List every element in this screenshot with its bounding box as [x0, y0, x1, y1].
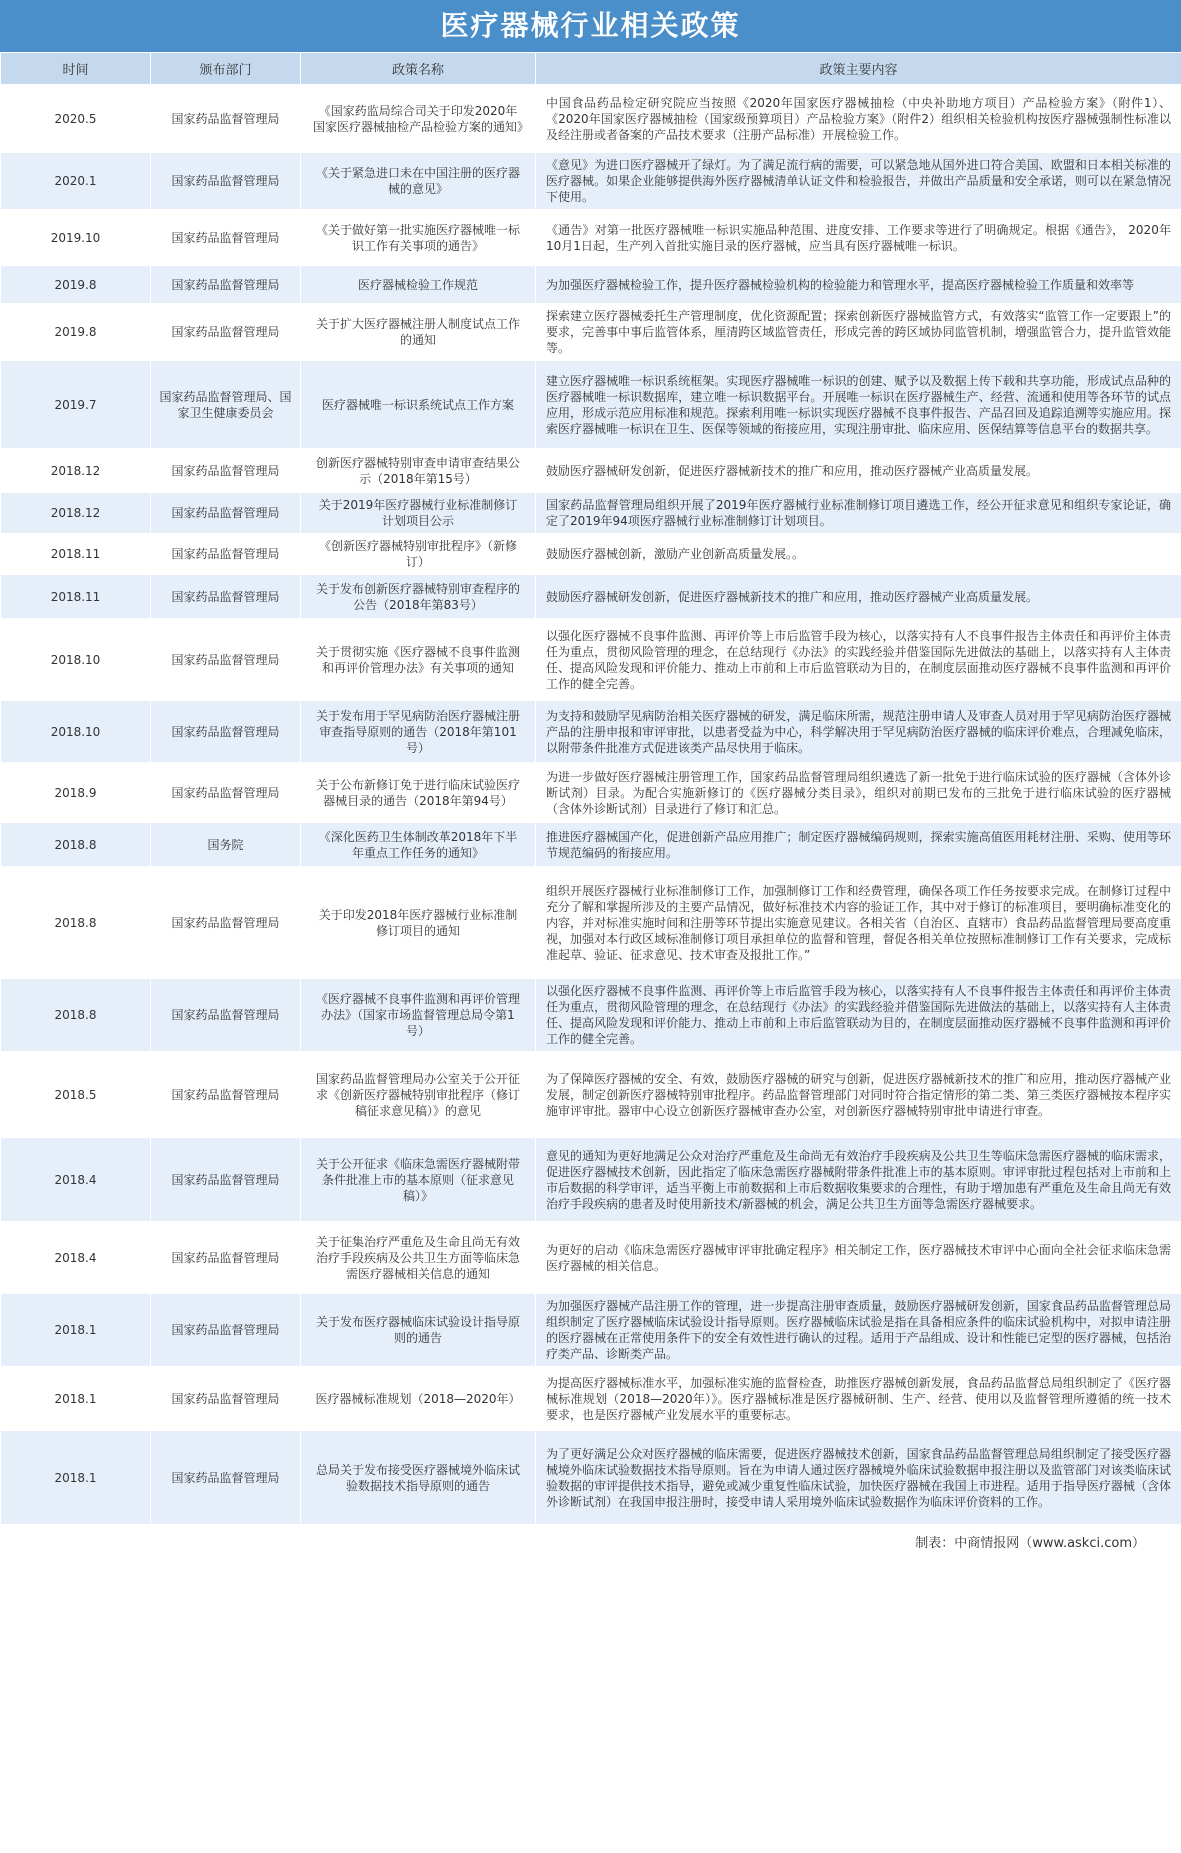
table-row: [1, 1222, 1181, 1294]
cell-dept: 国家药品监督管理局: [151, 493, 301, 534]
cell-policy-name: 关于扩大医疗器械注册人制度试点工作的通知: [301, 304, 536, 361]
cell-policy-content: 意见的通知为更好地满足公众对治疗严重危及生命尚无有效治疗手段疾病及公共卫生等临床急需医疗器械的临床需求，促进医疗器械技术创新，因此指定了临床急需医疗器械附带条件批准上市的基本原则。审评审批过程包括对上市前和上市后数据的科学审评，适当平衡上市前数据和上市后数据收集要求的合理性，有助于增加患有严重危及生命且尚无有效治疗手段疾病的患者及时使用新技术/新器械的机会，满足公共卫生方面等急需医疗器械要求。: [536, 1138, 1181, 1222]
cell-time: 2018.4: [1, 1222, 151, 1294]
cell-dept: 国务院: [151, 823, 301, 867]
table-row: [1, 701, 1181, 763]
cell-time: 2018.9: [1, 763, 151, 823]
cell-policy-name: 医疗器械唯一标识系统试点工作方案: [301, 361, 536, 449]
cell-time: 2018.1: [1, 1431, 151, 1525]
cell-dept: 国家药品监督管理局: [151, 619, 301, 701]
cell-policy-content: 为进一步做好医疗器械注册管理工作，国家药品监督管理局组织遴选了新一批免于进行临床试验的医疗器械（含体外诊断试剂）目录。为配合实施新修订的《医疗器械分类目录》，组织对前期已发布的三批免于进行临床试验的医疗器械（含体外诊断试剂）目录进行了修订和汇总。: [536, 763, 1181, 823]
table-row: [1, 1431, 1181, 1525]
cell-policy-name: 《医疗器械不良事件监测和再评价管理办法》（国家市场监督管理总局令第1号）: [301, 979, 536, 1052]
cell-policy-content: 鼓励医疗器械研发创新，促进医疗器械新技术的推广和应用，推动医疗器械产业高质量发展。: [536, 575, 1181, 619]
cell-policy-name: 关于发布创新医疗器械特别审查程序的公告（2018年第83号）: [301, 575, 536, 619]
cell-time: 2018.1: [1, 1367, 151, 1431]
cell-time: 2019.8: [1, 266, 151, 304]
cell-policy-name: 创新医疗器械特别审查申请审查结果公示（2018年第15号）: [301, 449, 536, 493]
cell-dept: 国家药品监督管理局: [151, 763, 301, 823]
cell-dept: 国家药品监督管理局: [151, 1294, 301, 1367]
cell-time: 2018.11: [1, 575, 151, 619]
cell-time: 2018.8: [1, 867, 151, 979]
table-row: [1, 1052, 1181, 1138]
table-row: [1, 449, 1181, 493]
table-row: [1, 1294, 1181, 1367]
cell-policy-content: 为更好的启动《临床急需医疗器械审评审批确定程序》相关制定工作，医疗器械技术审评中心面向全社会征求临床急需医疗器械的相关信息。: [536, 1222, 1181, 1294]
cell-policy-name: 关于发布用于罕见病防治医疗器械注册审查指导原则的通告（2018年第101号）: [301, 701, 536, 763]
cell-policy-content: 国家药品监督管理局组织开展了2019年医疗器械行业标准制修订项目遴选工作，经公开征求意见和组织专家论证，确定了2019年94项医疗器械行业标准制修订计划项目。: [536, 493, 1181, 534]
table-row: [1, 493, 1181, 534]
cell-policy-content: 建立医疗器械唯一标识系统框架。实现医疗器械唯一标识的创建、赋予以及数据上传下载和共享功能，形成试点品种的医疗器械唯一标识数据库，建立唯一标识数据平台。开展唯一标识在医疗器械生产、经营、流通和使用等各环节的试点应用，形成示范应用标准和规范。探索利用唯一标识实现医疗器械不良事件报告、产品召回及追踪追溯等实施应用。探索医疗器械唯一标识在卫生、医保等领域的衔接应用，实现注册审批、临床应用、医保结算等信息平台的数据共享。: [536, 361, 1181, 449]
table-row: [1, 153, 1181, 210]
cell-time: 2018.12: [1, 449, 151, 493]
cell-policy-content: 组织开展医疗器械行业标准制修订工作，加强制修订工作和经费管理，确保各项工作任务按要求完成。在制修订过程中充分了解和掌握所涉及的主要产品情况，做好标准技术内容的验证工作，其中对于修订的标准项目，要明确标准变化的内容，并对标准实施时间和注册等环节提出实施意见建议。各相关省（自治区、直辖市）食品药品监督管理局要高度重视，加强对本行政区域标准制修订项目承担单位的监督和管理，督促各相关单位按照标准制修订工作有关要求，完成标准起草、验证、征求意见、技术审查及报批工作。”: [536, 867, 1181, 979]
cell-time: 2019.10: [1, 210, 151, 266]
cell-policy-name: 《深化医药卫生体制改革2018年下半年重点工作任务的通知》: [301, 823, 536, 867]
cell-dept: 国家药品监督管理局: [151, 210, 301, 266]
cell-time: 2020.1: [1, 153, 151, 210]
cell-dept: 国家药品监督管理局: [151, 449, 301, 493]
table-row: [1, 210, 1181, 266]
table-row: [1, 361, 1181, 449]
cell-dept: 国家药品监督管理局: [151, 85, 301, 153]
cell-dept: 国家药品监督管理局: [151, 153, 301, 210]
cell-time: 2019.8: [1, 304, 151, 361]
cell-time: 2018.11: [1, 534, 151, 575]
cell-policy-name: 《创新医疗器械特别审批程序》（新修订）: [301, 534, 536, 575]
cell-time: 2019.7: [1, 361, 151, 449]
cell-dept: 国家药品监督管理局: [151, 266, 301, 304]
cell-dept: 国家药品监督管理局: [151, 867, 301, 979]
cell-time: 2018.4: [1, 1138, 151, 1222]
cell-dept: 国家药品监督管理局: [151, 304, 301, 361]
cell-dept: 国家药品监督管理局: [151, 1138, 301, 1222]
source-credit: 制表：中商情报网（www.askci.com）: [915, 1536, 1145, 1551]
cell-time: 2018.8: [1, 979, 151, 1052]
cell-policy-name: 国家药品监督管理局办公室关于公开征求《创新医疗器械特别审批程序（修订稿征求意见稿）》的意见: [301, 1052, 536, 1138]
cell-policy-content: 为了保障医疗器械的安全、有效，鼓励医疗器械的研究与创新，促进医疗器械新技术的推广和应用，推动医疗器械产业发展，制定创新医疗器械特别审批程序。药品监督管理部门对同时符合指定情形的第二类、第三类医疗器械按本程序实施审评审批。器审中心设立创新医疗器械审查办公室，对创新医疗器械特别审批申请进行审查。: [536, 1052, 1181, 1138]
cell-dept: 国家药品监督管理局: [151, 1222, 301, 1294]
table-row: [1, 534, 1181, 575]
cell-policy-name: 关于公布新修订免于进行临床试验医疗器械目录的通告（2018年第94号）: [301, 763, 536, 823]
table-row: [1, 823, 1181, 867]
header-content: 政策主要内容: [536, 53, 1181, 85]
cell-policy-name: 总局关于发布接受医疗器械境外临床试验数据技术指导原则的通告: [301, 1431, 536, 1525]
cell-policy-content: 为了更好满足公众对医疗器械的临床需要，促进医疗器械技术创新，国家食品药品监督管理总局组织制定了接受医疗器械境外临床试验数据技术指导原则。旨在为申请人通过医疗器械境外临床试验数据申报注册以及监管部门对该类临床试验数据的审评提供技术指导，避免或减少重复性临床试验，加快医疗器械在我国上市进程。适用于指导医疗器械（含体外诊断试剂）在我国申报注册时，接受申请人采用境外临床试验数据作为临床评价资料的工作。: [536, 1431, 1181, 1525]
cell-time: 2018.10: [1, 619, 151, 701]
cell-policy-name: 《国家药监局综合司关于印发2020年国家医疗器械抽检产品检验方案的通知》: [301, 85, 536, 153]
table-body: [1, 85, 1181, 1525]
cell-dept: 国家药品监督管理局: [151, 1431, 301, 1525]
table-row: [1, 304, 1181, 361]
cell-policy-name: 《关于做好第一批实施医疗器械唯一标识工作有关事项的通告》: [301, 210, 536, 266]
table-row: [1, 979, 1181, 1052]
table-row: [1, 763, 1181, 823]
cell-time: 2018.5: [1, 1052, 151, 1138]
table-header-row: [1, 53, 1181, 85]
cell-policy-name: 关于贯彻实施《医疗器械不良事件监测和再评价管理办法》有关事项的通知: [301, 619, 536, 701]
cell-time: 2018.1: [1, 1294, 151, 1367]
cell-policy-content: 以强化医疗器械不良事件监测、再评价等上市后监管手段为核心，以落实持有人不良事件报告主体责任和再评价主体责任为重点，贯彻风险管理的理念，在总结现行《办法》的实践经验并借鉴国际先进做法的基础上，以落实持有人主体责任、提高风险发现和评价能力、推动上市前和上市后监管联动为目的，在制度层面推动医疗器械不良事件监测和再评价工作的健全完善。: [536, 619, 1181, 701]
table-row: [1, 867, 1181, 979]
cell-policy-name: 《关于紧急进口未在中国注册的医疗器械的意见》: [301, 153, 536, 210]
cell-dept: 国家药品监督管理局: [151, 1052, 301, 1138]
table-row: [1, 85, 1181, 153]
cell-policy-content: 为加强医疗器械检验工作，提升医疗器械检验机构的检验能力和管理水平，提高医疗器械检验工作质量和效率等: [536, 266, 1181, 304]
cell-policy-content: 《意见》为进口医疗器械开了绿灯。为了满足流行病的需要，可以紧急地从国外进口符合美国、欧盟和日本相关标准的医疗器械。如果企业能够提供海外医疗器械清单认证文件和检验报告，并做出产品质量和安全承诺，则可以在紧急情况下使用。: [536, 153, 1181, 210]
table-row: [1, 1367, 1181, 1431]
cell-time: 2018.10: [1, 701, 151, 763]
cell-policy-content: 鼓励医疗器械研发创新，促进医疗器械新技术的推广和应用，推动医疗器械产业高质量发展。: [536, 449, 1181, 493]
cell-dept: 国家药品监督管理局: [151, 534, 301, 575]
cell-policy-name: 医疗器械检验工作规范: [301, 266, 536, 304]
cell-policy-content: 《通告》对第一批医疗器械唯一标识实施品种范围、进度安排、工作要求等进行了明确规定。根据《通告》， 2020年10月1日起，生产列入首批实施目录的医疗器械，应当具有医疗器械唯一标识。: [536, 210, 1181, 266]
cell-policy-name: 关于公开征求《临床急需医疗器械附带条件批准上市的基本原则（征求意见稿）》: [301, 1138, 536, 1222]
cell-policy-content: 推进医疗器械国产化，促进创新产品应用推广；制定医疗器械编码规则，探索实施高值医用耗材注册、采购、使用等环节规范编码的衔接应用。: [536, 823, 1181, 867]
cell-policy-name: 医疗器械标准规划（2018—2020年）: [301, 1367, 536, 1431]
header-name: 政策名称: [301, 53, 536, 85]
cell-dept: 国家药品监督管理局: [151, 1367, 301, 1431]
cell-policy-name: 关于印发2018年医疗器械行业标准制修订项目的通知: [301, 867, 536, 979]
cell-dept: 国家药品监督管理局: [151, 979, 301, 1052]
cell-policy-name: 关于征集治疗严重危及生命且尚无有效治疗手段疾病及公共卫生方面等临床急需医疗器械相关信息的通知: [301, 1222, 536, 1294]
cell-policy-content: 探索建立医疗器械委托生产管理制度，优化资源配置；探索创新医疗器械监管方式，有效落实“监管工作一定要跟上”的要求，完善事中事后监管体系，厘清跨区域监管责任，形成完善的跨区域协同监管机制，增强监管合力，提升监管效能等。: [536, 304, 1181, 361]
cell-policy-content: 为加强医疗器械产品注册工作的管理，进一步提高注册审查质量，鼓励医疗器械研发创新，国家食品药品监督管理总局组织制定了医疗器械临床试验设计指导原则。医疗器械临床试验是指在具备相应条件的临床试验机构中，对拟申请注册的医疗器械在正常使用条件下的安全有效性进行确认的过程。适用于产品组成、设计和性能已定型的医疗器械，包括治疗类产品、诊断类产品。: [536, 1294, 1181, 1367]
cell-policy-content: 为支持和鼓励罕见病防治相关医疗器械的研发，满足临床所需，规范注册申请人及审查人员对用于罕见病防治医疗器械产品的注册申报和审评审批，以患者受益为中心，科学解决用于罕见病防治医疗器械的临床评价难点，合理减免临床，以附带条件批准方式促进该类产品尽快用于临床。: [536, 701, 1181, 763]
cell-dept: 国家药品监督管理局: [151, 575, 301, 619]
cell-policy-name: 关于发布医疗器械临床试验设计指导原则的通告: [301, 1294, 536, 1367]
cell-dept: 国家药品监督管理局、国家卫生健康委员会: [151, 361, 301, 449]
cell-time: 2018.12: [1, 493, 151, 534]
table-row: [1, 619, 1181, 701]
policy-table: [0, 52, 1181, 1525]
table-row: [1, 1138, 1181, 1222]
cell-policy-content: 中国食品药品检定研究院应当按照《2020年国家医疗器械抽检（中央补助地方项目）产品检验方案》（附件1）、《2020年国家医疗器械抽检（国家级预算项目）产品检验方案》（附件2）组织相关检验机构按医疗器械强制性标准以及经注册或者备案的产品技术要求（注册产品标准）开展检验工作。: [536, 85, 1181, 153]
header-time: 时间: [1, 53, 151, 85]
cell-policy-name: 关于2019年医疗器械行业标准制修订计划项目公示: [301, 493, 536, 534]
cell-policy-content: 以强化医疗器械不良事件监测、再评价等上市后监管手段为核心，以落实持有人不良事件报告主体责任和再评价主体责任为重点，贯彻风险管理的理念，在总结现行《办法》的实践经验并借鉴国际先进做法的基础上，以落实持有人主体责任、提高风险发现和评价能力、推动上市前和上市后监管联动为目的，在制度层面推动医疗器械不良事件监测和再评价工作的健全完善。: [536, 979, 1181, 1052]
cell-time: 2020.5: [1, 85, 151, 153]
page-title: 医疗器械行业相关政策: [0, 0, 1181, 52]
header-dept: 颁布部门: [151, 53, 301, 85]
cell-dept: 国家药品监督管理局: [151, 701, 301, 763]
cell-policy-content: 为提高医疗器械标准水平，加强标准实施的监督检查，助推医疗器械创新发展，食品药品监督总局组织制定了《医疗器械标准规划（2018—2020年）》。医疗器械标准是医疗器械研制、生产、经营、使用以及监督管理所遵循的统一技术要求，也是医疗器械产业发展水平的重要标志。: [536, 1367, 1181, 1431]
table-row: [1, 266, 1181, 304]
cell-policy-content: 鼓励医疗器械创新，激励产业创新高质量发展。。: [536, 534, 1181, 575]
cell-time: 2018.8: [1, 823, 151, 867]
table-row: [1, 575, 1181, 619]
